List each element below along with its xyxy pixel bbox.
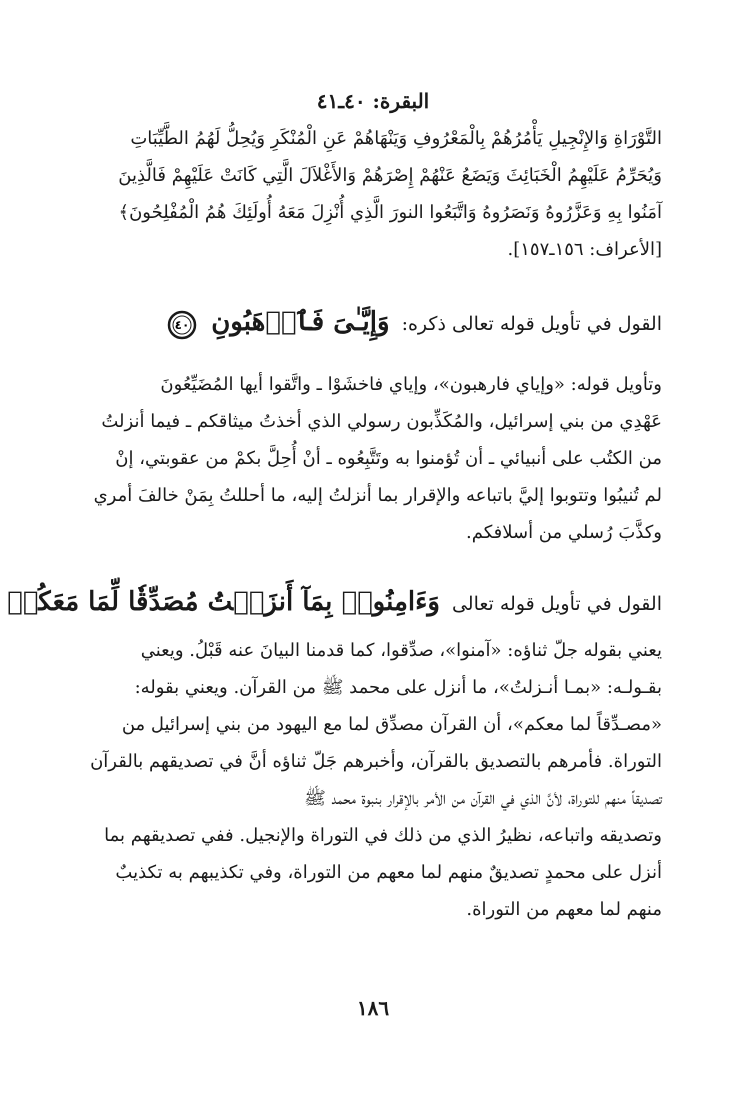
ayah-number-marker xyxy=(167,310,197,340)
paragraph-line: منهم لما معهم من التوراة. xyxy=(466,899,662,920)
paragraph-line: وكذَّبَ رُسلي من أسلافكم. xyxy=(466,522,662,543)
commentary-paragraph-1 xyxy=(78,366,662,551)
paragraph-line: «مصـدِّقاً لما معكم»، أن القرآن مصدِّق لما مع اليهود من بني إسرائيل من xyxy=(121,714,662,735)
ayah-number: ٤٠ xyxy=(174,318,190,332)
paragraph-line: وتأويل قوله: «وإياي فارهبون»، وإياي فاخشَوْا ـ واتَّقوا أيها المُضَيِّعُونَ xyxy=(160,374,662,395)
paragraph-line: عَهْدِي من بني إسرائيل، والمُكَذِّبون رسولي الذي أخذتُ ميثاقكم ـ فيما أنزلتُ xyxy=(101,411,662,432)
section-heading-1 xyxy=(78,302,662,344)
page-number: ١٨٦ xyxy=(356,996,390,1020)
paragraph-line: التوراة. فأمرهم بالتصديق بالقرآن، وأخبرهم جَلّ ثناؤه أنَّ في تصديقهم بالقرآن xyxy=(90,751,662,772)
running-header: البقرة: ٤٠ـ٤١ xyxy=(316,89,430,113)
heading-lead: القول في تأويل قوله تعالى xyxy=(451,593,662,615)
paragraph-line: من الكتُب على أنبيائي ـ أن تُؤمنوا به وتَتَّبِعُوه ـ أنْ أُحِلَّ بكمْ من عقوبتي، إنْ xyxy=(115,448,662,469)
quote-continuation xyxy=(78,120,662,268)
paragraph-line: يعني بقوله جلّ ثناؤه: «آمنوا»، صدِّقوا، كما قدمنا البيانَ عنه قَبْلُ. ويعني xyxy=(140,640,662,661)
commentary-paragraph-2 xyxy=(78,632,662,928)
paragraph-line: وتصديقه واتباعه، نظيرُ الذي من ذلك في التوراة والإنجيل. ففي تصديقهم بما xyxy=(104,825,662,846)
paragraph-line: أنزل على محمدٍ تصديقٌ منهم لما معهم من التوراة، وفي تكذيبهم به تكذيبٌ xyxy=(115,862,662,883)
paragraph-line: لم تُنيبُوا وتتوبوا إليَّ باتباعه والإقرار بما أنزلتُ إليه، ما أحللتُ بِمَنْ خالفَ أمري xyxy=(93,485,662,506)
heading-lead: القول في تأويل قوله تعالى ذكره: xyxy=(401,313,662,335)
heading-verse: وَإِيَّـٰىَ فَٱرۡهَبُونِ xyxy=(211,307,390,337)
quote-line: التَّوْرَاةِ وَالإِنْجِيلِ يَأْمُرُهُمْ بِالْمَعْرُوفِ وَيَنْهَاهُمْ عَنِ الْمُنْكَرِ وَيُحِلُّ لَهُمُ الطَّيِّبَاتِ xyxy=(130,128,662,149)
section-heading-2 xyxy=(7,582,662,624)
quote-line: آمَنُوا بِهِ وَعَزَّرُوهُ وَنَصَرُوهُ وَاتَّبَعُوا النورَ الَّذِي أُنْزِلَ مَعَهُ أُولَئِكَ هُمُ الْمُفْلِحُونَ﴾ xyxy=(118,202,662,223)
quote-line: وَيُحَرِّمُ عَلَيْهِمُ الْخَبَائِثَ وَيَضَعُ عَنْهُمْ إِصْرَهُمْ وَالأَغْلاَلَ الَّتِي كَانَتْ عَلَيْهِمْ فَالَّذِينَ xyxy=(118,165,662,186)
quote-reference: [الأعراف: ١٥٦ـ١٥٧]. xyxy=(507,239,662,260)
paragraph-line: بقـولـه: «بمـا أنـزلتُ»، ما أنزل على محمد ﷺ من القرآن. ويعني بقوله: xyxy=(134,677,662,698)
paragraph-line: تصديقاً منهم للتوراة، لأنَّ الذي في القرآن من الأمر بالإقرار بنبوة محمد ﷺ xyxy=(304,788,662,809)
heading-verse: وَءَامِنُوا۟ بِمَآ أَنزَلۡتُ مُصَدِّقٗا لِّمَا مَعَكُمۡ xyxy=(7,587,440,617)
